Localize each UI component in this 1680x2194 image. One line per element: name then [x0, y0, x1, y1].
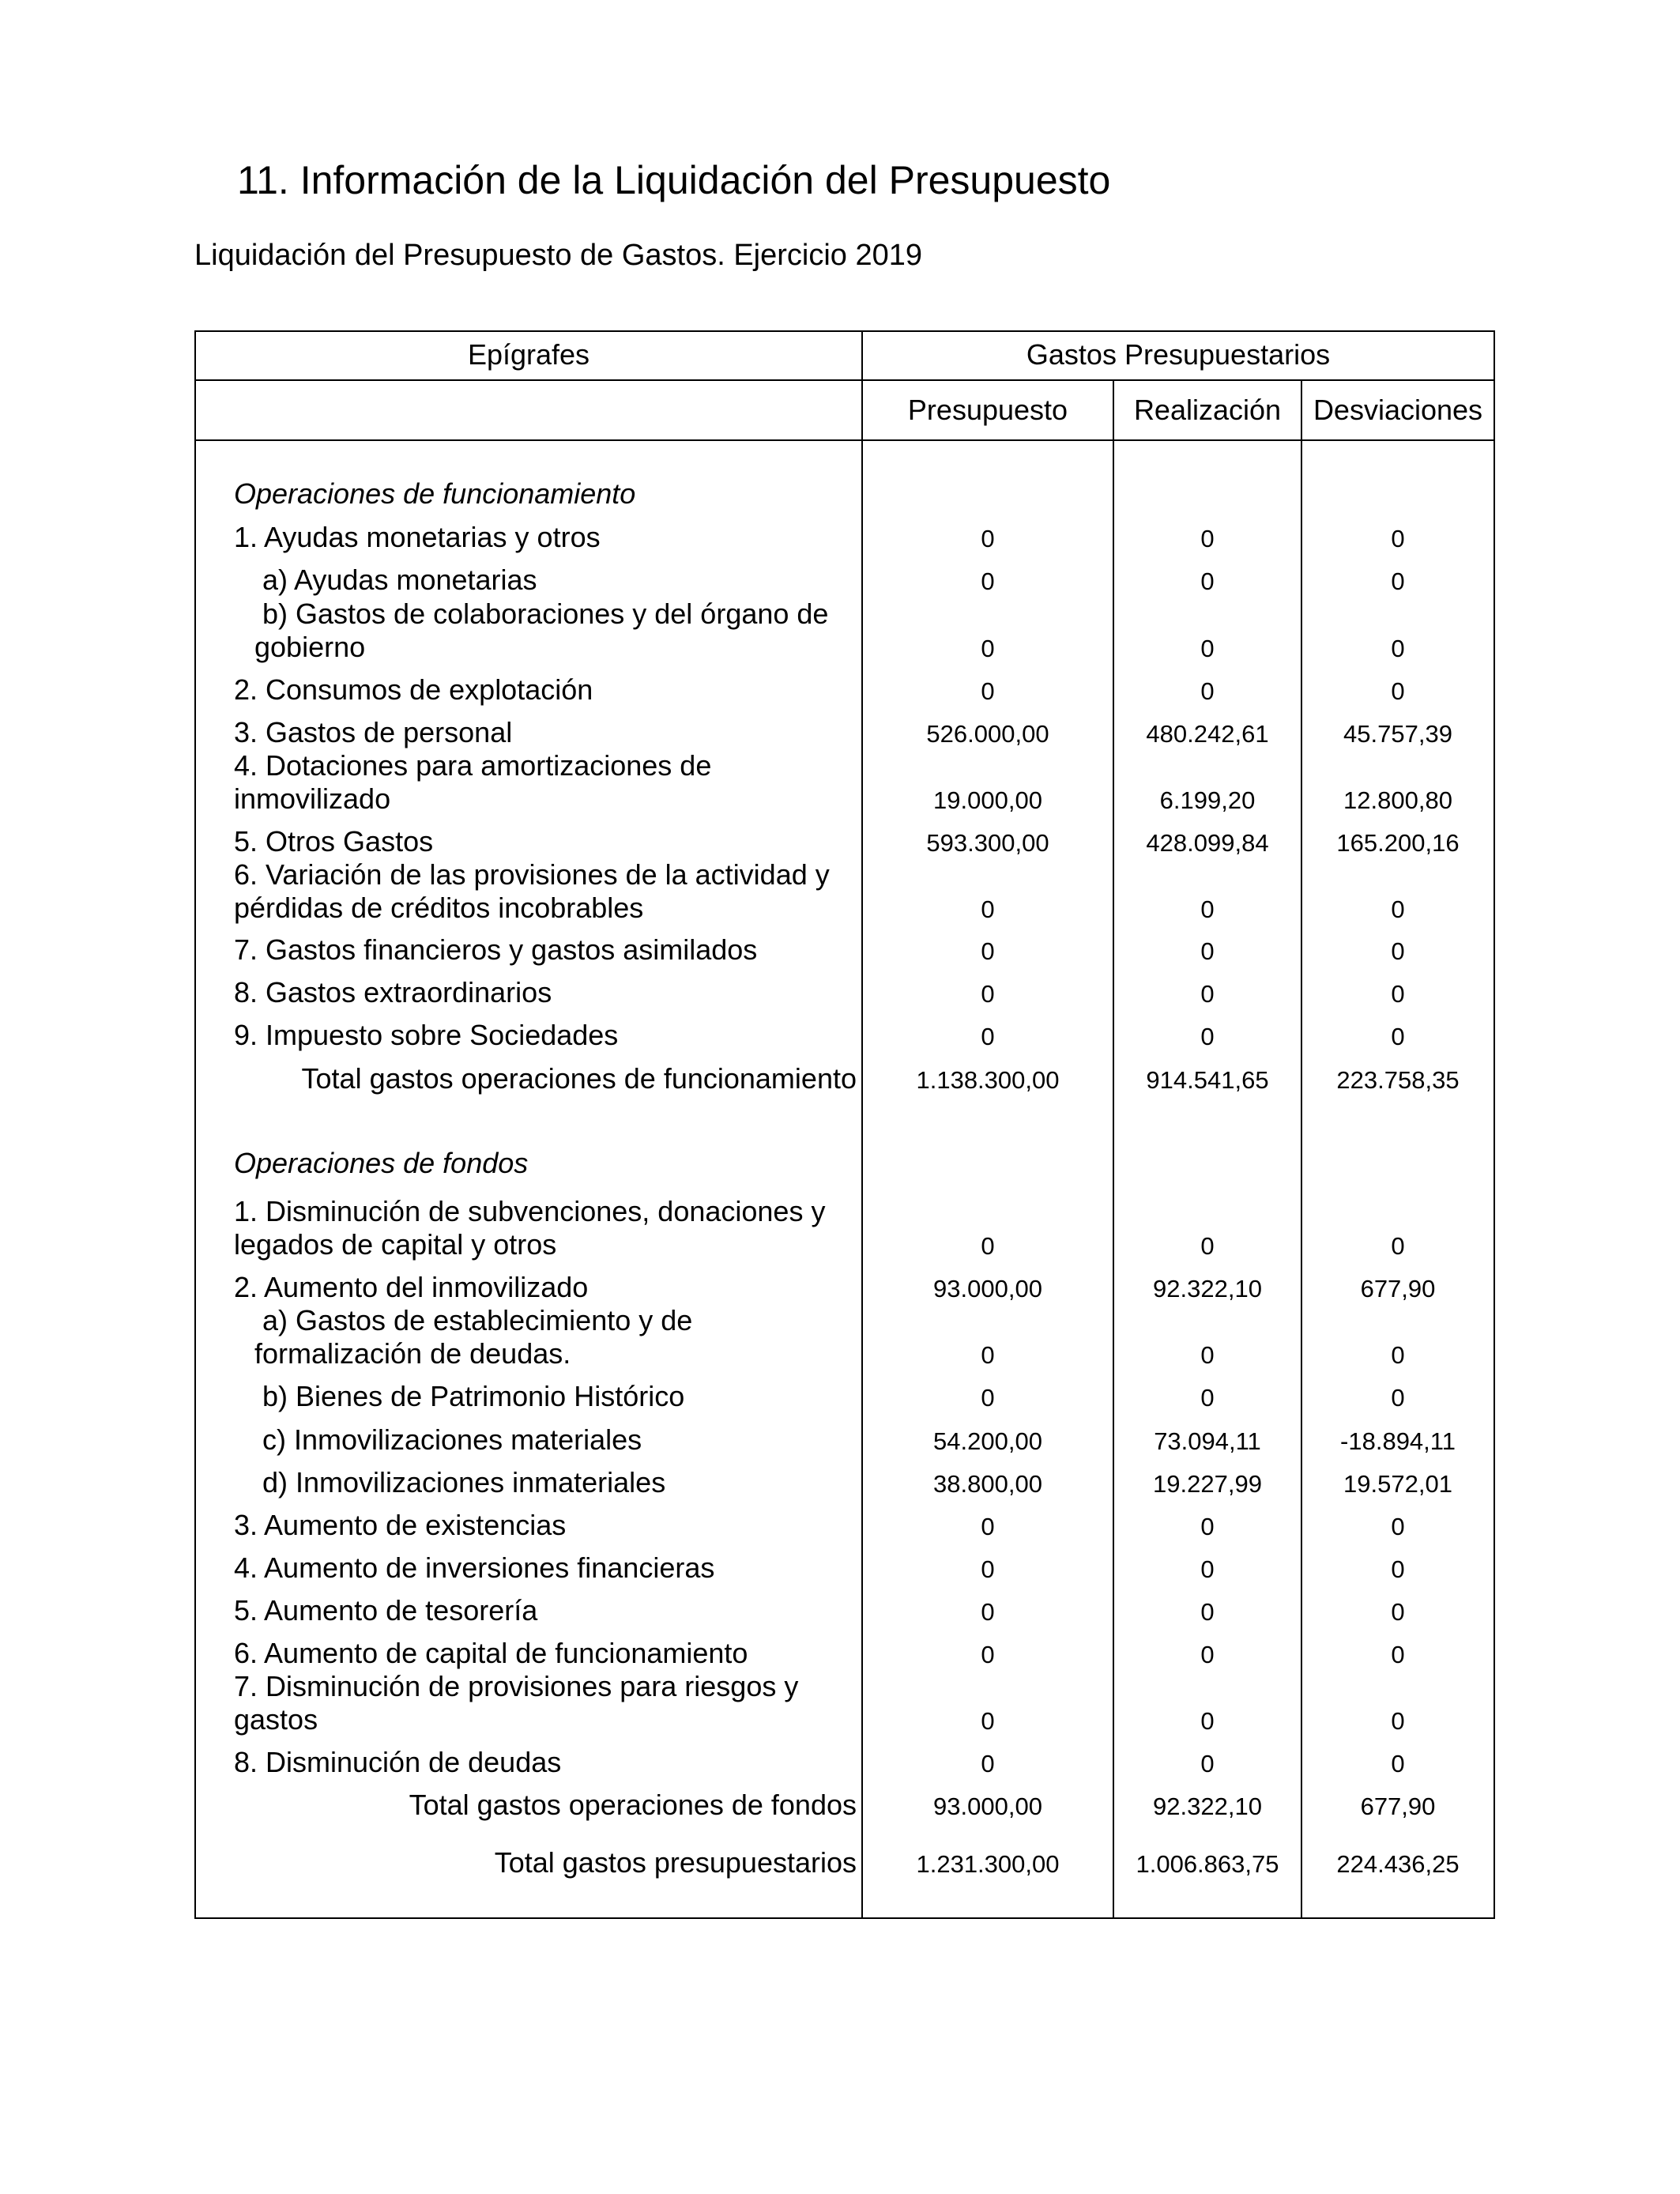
value-desviaciones: 0: [1391, 1707, 1405, 1735]
row-label: 7. Gastos financieros y gastos asimilados: [234, 933, 758, 966]
value-desviaciones: 224.436,25: [1336, 1850, 1460, 1878]
row-label: 8. Disminución de deudas: [234, 1746, 562, 1778]
row-label: Total gastos operaciones de funcionamiento: [301, 1062, 857, 1095]
section-title: Operaciones de fondos: [234, 1147, 529, 1179]
value-realizacion: 428.099,84: [1146, 829, 1269, 857]
value-presupuesto: 93.000,00: [933, 1793, 1042, 1820]
row-label: 8. Gastos extraordinarios: [234, 976, 552, 1008]
row-label-continuation: gastos: [234, 1703, 318, 1736]
row-label: 6. Variación de las provisiones de la actividad y: [234, 858, 830, 891]
value-realizacion: 92.322,10: [1153, 1275, 1262, 1302]
value-desviaciones: 0: [1391, 1598, 1405, 1626]
column-divider-realizacion: [1301, 379, 1302, 1919]
value-realizacion: 0: [1200, 1232, 1215, 1260]
value-presupuesto: 54.200,00: [933, 1427, 1042, 1455]
value-presupuesto: 0: [981, 980, 995, 1008]
value-desviaciones: 0: [1391, 937, 1405, 965]
value-presupuesto: 0: [981, 937, 995, 965]
value-desviaciones: -18.894,11: [1340, 1427, 1456, 1455]
row-label: 5. Aumento de tesorería: [234, 1594, 538, 1627]
value-desviaciones: 0: [1391, 525, 1405, 552]
value-presupuesto: 0: [981, 677, 995, 705]
value-presupuesto: 0: [981, 525, 995, 552]
row-label: 4. Aumento de inversiones financieras: [234, 1551, 715, 1584]
row-label: a) Ayudas monetarias: [262, 564, 537, 596]
value-realizacion: 0: [1200, 1707, 1215, 1735]
value-realizacion: 0: [1200, 937, 1215, 965]
row-label: b) Bienes de Patrimonio Histórico: [262, 1380, 685, 1412]
value-desviaciones: 45.757,39: [1343, 720, 1452, 748]
value-presupuesto: 0: [981, 1384, 995, 1412]
header-desviaciones: Desviaciones: [1313, 394, 1483, 426]
value-realizacion: 0: [1200, 567, 1215, 595]
value-realizacion: 0: [1200, 1384, 1215, 1412]
header-presupuesto: Presupuesto: [907, 394, 1068, 426]
row-label-continuation: pérdidas de créditos incobrables: [234, 892, 644, 924]
value-presupuesto: 526.000,00: [926, 720, 1049, 748]
value-realizacion: 19.227,99: [1153, 1470, 1262, 1498]
row-label: a) Gastos de establecimiento y de: [262, 1304, 693, 1336]
value-presupuesto: 593.300,00: [926, 829, 1049, 857]
value-realizacion: 0: [1200, 980, 1215, 1008]
value-desviaciones: 0: [1391, 1641, 1405, 1668]
value-realizacion: 0: [1200, 677, 1215, 705]
value-desviaciones: 0: [1391, 1341, 1405, 1369]
value-realizacion: 73.094,11: [1154, 1427, 1261, 1455]
row-label: 3. Aumento de existencias: [234, 1509, 567, 1541]
value-presupuesto: 19.000,00: [933, 786, 1042, 814]
value-desviaciones: 0: [1391, 980, 1405, 1008]
value-realizacion: 0: [1200, 525, 1215, 552]
value-realizacion: 1.006.863,75: [1136, 1850, 1279, 1878]
row-label: 9. Impuesto sobre Sociedades: [234, 1019, 619, 1051]
value-presupuesto: 0: [981, 1641, 995, 1668]
value-presupuesto: 0: [981, 1598, 995, 1626]
value-presupuesto: 38.800,00: [933, 1470, 1042, 1498]
value-desviaciones: 0: [1391, 635, 1405, 662]
value-desviaciones: 677,90: [1360, 1275, 1436, 1302]
value-desviaciones: 0: [1391, 895, 1405, 923]
value-presupuesto: 1.138.300,00: [916, 1066, 1060, 1094]
value-presupuesto: 1.231.300,00: [916, 1850, 1060, 1878]
table-subtitle: Liquidación del Presupuesto de Gastos. Ejercicio 2019: [194, 239, 923, 272]
row-label: 4. Dotaciones para amortizaciones de: [234, 749, 712, 782]
value-desviaciones: 0: [1391, 1750, 1405, 1777]
value-presupuesto: 0: [981, 635, 995, 662]
row-label: d) Inmovilizaciones inmateriales: [262, 1466, 666, 1498]
row-label: 5. Otros Gastos: [234, 825, 434, 858]
row-label: 2. Aumento del inmovilizado: [234, 1271, 589, 1303]
value-desviaciones: 0: [1391, 567, 1405, 595]
row-label-continuation: formalización de deudas.: [254, 1337, 571, 1370]
value-realizacion: 92.322,10: [1153, 1793, 1262, 1820]
value-desviaciones: 12.800,80: [1343, 786, 1452, 814]
value-realizacion: 0: [1200, 1750, 1215, 1777]
row-label: Total gastos presupuestarios: [494, 1846, 857, 1879]
value-presupuesto: 0: [981, 1707, 995, 1735]
column-divider-presupuesto: [1113, 379, 1114, 1919]
section-title: Operaciones de funcionamiento: [234, 477, 636, 510]
row-label: 2. Consumos de explotación: [234, 673, 593, 706]
value-desviaciones: 223.758,35: [1336, 1066, 1460, 1094]
value-desviaciones: 0: [1391, 1384, 1405, 1412]
row-label: 1. Ayudas monetarias y otros: [234, 521, 601, 553]
header-gastos-presupuestarios: Gastos Presupuestarios: [1026, 338, 1331, 371]
row-label-continuation: legados de capital y otros: [234, 1228, 557, 1261]
value-desviaciones: 677,90: [1360, 1793, 1436, 1820]
value-realizacion: 0: [1200, 895, 1215, 923]
value-desviaciones: 165.200,16: [1336, 829, 1460, 857]
value-realizacion: 0: [1200, 1023, 1215, 1050]
row-label: 3. Gastos de personal: [234, 716, 513, 748]
value-presupuesto: 93.000,00: [933, 1275, 1042, 1302]
value-realizacion: 0: [1200, 1341, 1215, 1369]
value-realizacion: 0: [1200, 1598, 1215, 1626]
value-presupuesto: 0: [981, 1023, 995, 1050]
row-label: 1. Disminución de subvenciones, donaciones y: [234, 1195, 826, 1227]
row-label: c) Inmovilizaciones materiales: [262, 1423, 642, 1456]
value-desviaciones: 0: [1391, 677, 1405, 705]
row-label-continuation: inmovilizado: [234, 782, 391, 815]
value-desviaciones: 0: [1391, 1232, 1405, 1260]
value-realizacion: 914.541,65: [1146, 1066, 1269, 1094]
value-realizacion: 480.242,61: [1146, 720, 1269, 748]
row-label: Total gastos operaciones de fondos: [409, 1789, 857, 1821]
table-top-border: [194, 330, 1495, 332]
value-desviaciones: 0: [1391, 1023, 1405, 1050]
value-realizacion: 0: [1200, 1555, 1215, 1583]
row-label: 6. Aumento de capital de funcionamiento: [234, 1637, 748, 1669]
value-presupuesto: 0: [981, 1555, 995, 1583]
value-realizacion: 6.199,20: [1159, 786, 1256, 814]
value-realizacion: 0: [1200, 635, 1215, 662]
table-left-border: [194, 330, 196, 1919]
value-presupuesto: 0: [981, 1341, 995, 1369]
value-presupuesto: 0: [981, 895, 995, 923]
row-label: 7. Disminución de provisiones para riesgos y: [234, 1670, 799, 1702]
value-presupuesto: 0: [981, 1750, 995, 1777]
header-realizacion: Realización: [1133, 394, 1282, 426]
value-desviaciones: 0: [1391, 1513, 1405, 1540]
value-presupuesto: 0: [981, 1232, 995, 1260]
row-label-continuation: gobierno: [254, 631, 366, 663]
value-presupuesto: 0: [981, 567, 995, 595]
value-desviaciones: 19.572,01: [1343, 1470, 1452, 1498]
value-realizacion: 0: [1200, 1513, 1215, 1540]
value-presupuesto: 0: [981, 1513, 995, 1540]
value-realizacion: 0: [1200, 1641, 1215, 1668]
header-epigrafes: Epígrafes: [467, 338, 590, 371]
page-heading: 11. Información de la Liquidación del Presupuesto: [237, 158, 1111, 202]
value-desviaciones: 0: [1391, 1555, 1405, 1583]
row-label: b) Gastos de colaboraciones y del órgano de: [262, 598, 829, 630]
table-right-border: [1494, 330, 1495, 1919]
